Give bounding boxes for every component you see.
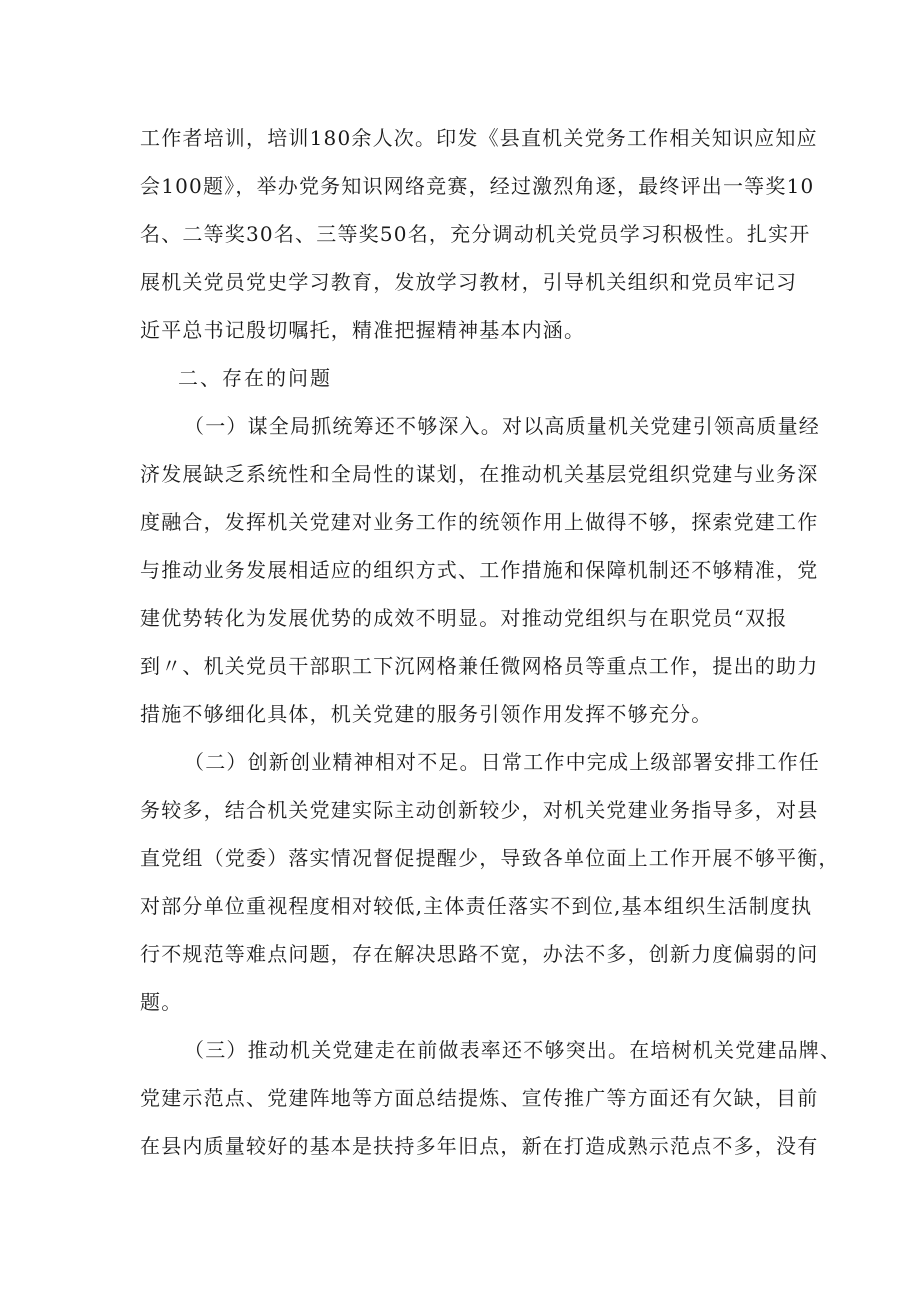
paragraph-line: 度融合，发挥机关党建对业务工作的统领作用上做得不够，探索党建工作 — [140, 510, 819, 534]
paragraph-line: 近平总书记殷切嘱托，精准把握精神基本内涵。 — [140, 318, 586, 342]
paragraph-line: 对部分单位重视程度相对较低,主体责任落实不到位,基本组织生活制度执 — [140, 894, 813, 918]
paragraph-line: 济发展缺乏系统性和全局性的谋划，在推动机关基层党组织党建与业务深 — [140, 462, 819, 486]
paragraph-line: 到〃、机关党员干部职工下沉网格兼任微网格员等重点工作，提出的助力 — [140, 654, 819, 678]
paragraph-line: 行不规范等难点问题，存在解决思路不宽，办法不多，创新力度偏弱的问 — [140, 942, 819, 966]
paragraph-line: （二）创新创业精神相对不足。日常工作中完成上级部署安排工作任 — [184, 750, 820, 774]
section-heading: 二、存在的问题 — [178, 366, 332, 390]
paragraph-line: （一）谋全局抓统筹还不够深入。对以高质量机关党建引领高质量经 — [184, 414, 820, 438]
paragraph-line: 务较多，结合机关党建实际主动创新较少，对机关党建业务指导多，对县 — [140, 798, 819, 822]
paragraph-line: 措施不够细化具体，机关党建的服务引领作用发挥不够充分。 — [140, 702, 713, 726]
paragraph-line: 展机关党员党史学习教育，发放学习教材，引导机关组织和党员牢记习 — [140, 270, 798, 294]
paragraph-line: 名、二等奖30名、三等奖50名，充分调动机关党员学习积极性。扎实开 — [140, 222, 811, 246]
paragraph-line: 直党组（党委）落实情况督促提醒少，导致各单位面上工作开展不够平衡， — [140, 846, 840, 870]
paragraph-line: 工作者培训，培训180余人次。印发《县直机关党务工作相关知识应知应 — [140, 126, 818, 150]
paragraph-line: 党建示范点、党建阵地等方面总结提炼、宣传推广等方面还有欠缺，目前 — [140, 1086, 819, 1110]
paragraph-line: （三）推动机关党建走在前做表率还不够突出。在培树机关党建品牌、 — [184, 1038, 842, 1062]
paragraph-line: 会100题》，举办党务知识网络竞赛，经过激烈角逐，最终评出一等奖10 — [140, 174, 815, 198]
paragraph-line: 题。 — [140, 990, 183, 1014]
paragraph-line: 与推动业务发展相适应的组织方式、工作措施和保障机制还不够精准，党 — [140, 558, 819, 582]
paragraph-line: 建优势转化为发展优势的成效不明显。对推动党组织与在职党员“双报 — [140, 606, 788, 630]
paragraph-line: 在县内质量较好的基本是扶持多年旧点，新在打造成熟示范点不多，没有 — [140, 1134, 819, 1158]
